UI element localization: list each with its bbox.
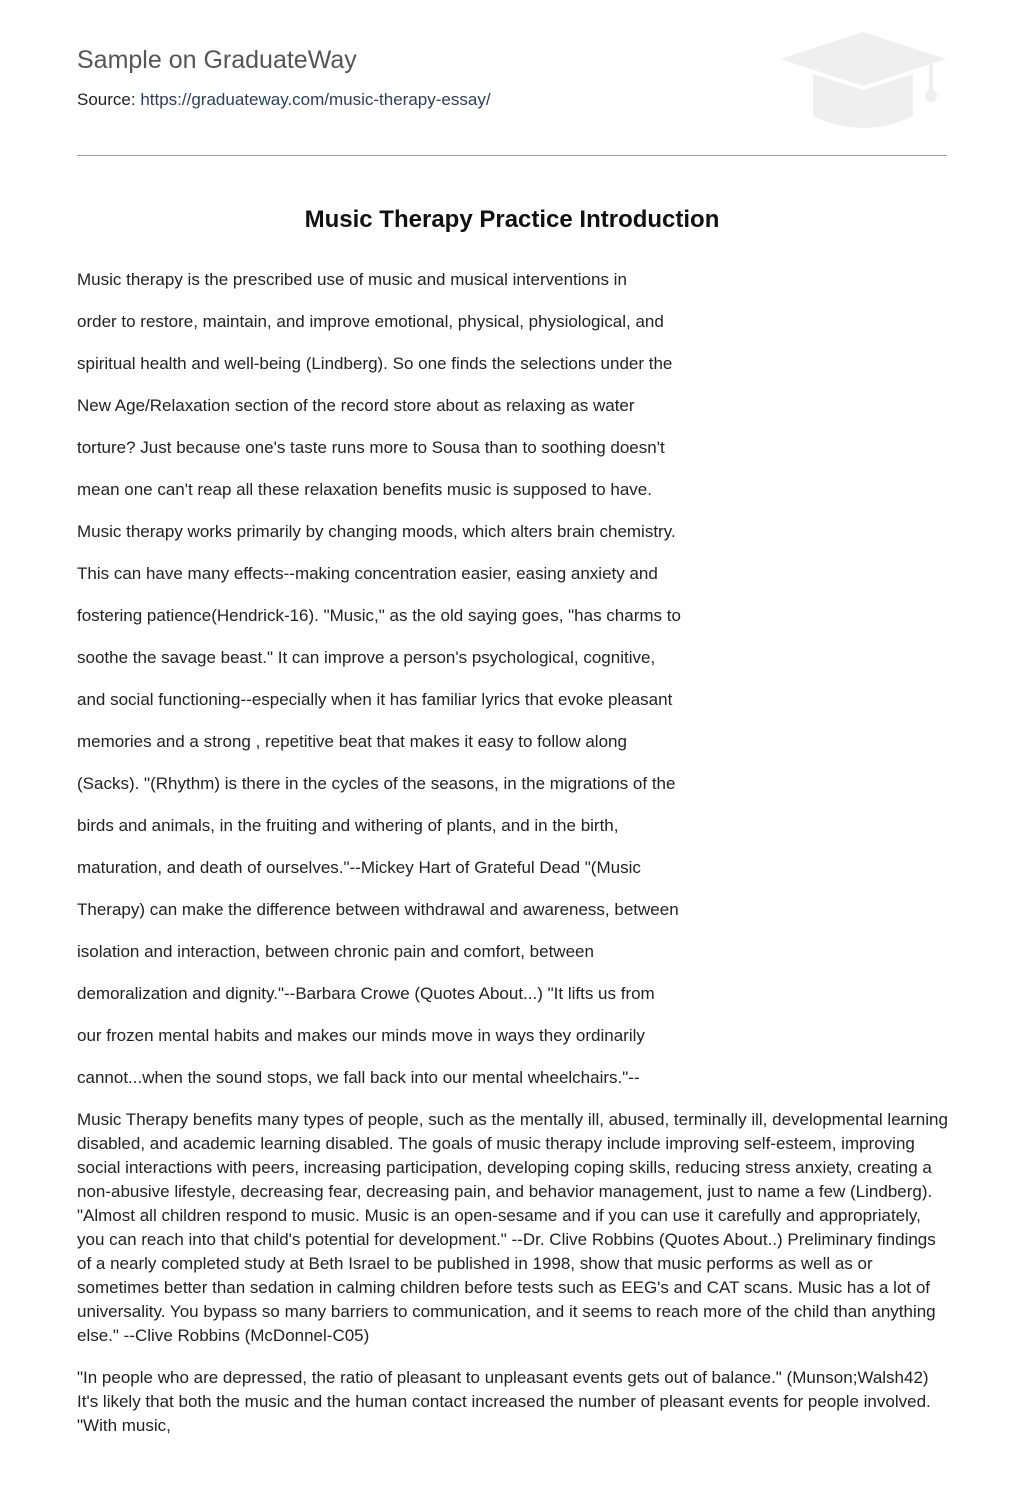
text-line: mean one can't reap all these relaxation benefits music is supposed to have.	[77, 480, 652, 499]
page-header	[77, 40, 947, 156]
text-line: This can have many effects--making concentration easier, easing anxiety and	[77, 564, 658, 583]
text-line: birds and animals, in the fruiting and withering of plants, and in the birth,	[77, 816, 619, 835]
text-line: isolation and interaction, between chronic pain and comfort, between	[77, 942, 594, 961]
text-line: (Sacks). "(Rhythm) is there in the cycles of the seasons, in the migrations of the	[77, 774, 676, 793]
site-title: Sample on GraduateWay	[77, 46, 357, 74]
text-line: and social functioning--especially when it has familiar lyrics that evoke pleasant	[77, 690, 673, 709]
graduation-cap-icon	[780, 32, 946, 132]
body-paragraph-2: Music Therapy benefits many types of people, such as the mentally ill, abused, terminally ill, developmental learning disabled, and academic learning disabled. The goals of music therapy include improving self-esteem, improving social interactions with peers, increasing participation, developing coping skills, reducing stress anxiety, creating a non-abusive lifestyle, decreasing fear, decreasing pain, and behavior management, just to name a few (Lindberg). "Almost all children respond to music. Music is an open-sesame and if you can use it carefully and appropriately, you can reach into that child's potential for development." --Dr. Clive Robbins (Quotes About..) Preliminary findings of a nearly completed study at Beth Israel to be published in 1998, show that music performs as well as or sometimes better than sedation in calming children before tests such as EEG's and CAT scans. Music has a lot of universality. You bypass so many barriers to communication, and it seems to reach more of the child than anything else." --Clive Robbins (McDonnel-C05)	[77, 1110, 948, 1345]
text-line: Music therapy works primarily by changing moods, which alters brain chemistry.	[77, 522, 676, 541]
intro-text-lines	[77, 266, 777, 1106]
source-line	[77, 89, 491, 111]
text-line: our frozen mental habits and makes our minds move in ways they ordinarily	[77, 1026, 645, 1045]
text-line: demoralization and dignity."--Barbara Crowe (Quotes About...) "It lifts us from	[77, 984, 655, 1003]
text-line: New Age/Relaxation section of the record store about as relaxing as water	[77, 396, 635, 415]
text-line: order to restore, maintain, and improve emotional, physical, physiological, and	[77, 312, 664, 331]
text-line: spiritual health and well-being (Lindberg). So one finds the selections under the	[77, 354, 673, 373]
source-link[interactable]: https://graduateway.com/music-therapy-essay/	[140, 90, 491, 109]
source-label: Source:	[77, 90, 136, 109]
text-line: cannot...when the sound stops, we fall back into our mental wheelchairs."--	[77, 1068, 640, 1087]
text-line: Therapy) can make the difference between withdrawal and awareness, between	[77, 900, 679, 919]
text-line: memories and a strong , repetitive beat that makes it easy to follow along	[77, 732, 627, 751]
page-title: Music Therapy Practice Introduction	[304, 206, 720, 233]
text-line: maturation, and death of ourselves."--Mickey Hart of Grateful Dead "(Music	[77, 858, 641, 877]
header-divider	[77, 155, 947, 156]
text-line: Music therapy is the prescribed use of music and musical interventions in	[77, 270, 627, 289]
text-line: fostering patience(Hendrick-16). "Music," as the old saying goes, "has charms to	[77, 606, 681, 625]
text-line: soothe the savage beast." It can improve a person's psychological, cognitive,	[77, 648, 656, 667]
text-line: torture? Just because one's taste runs more to Sousa than to soothing doesn't	[77, 438, 665, 457]
body-paragraph-3: "In people who are depressed, the ratio of pleasant to unpleasant events gets out of balance." (Munson;Walsh42) It's likely that both the music and the human contact increased the number of pleasant events for people involved. "With music,	[77, 1368, 931, 1435]
